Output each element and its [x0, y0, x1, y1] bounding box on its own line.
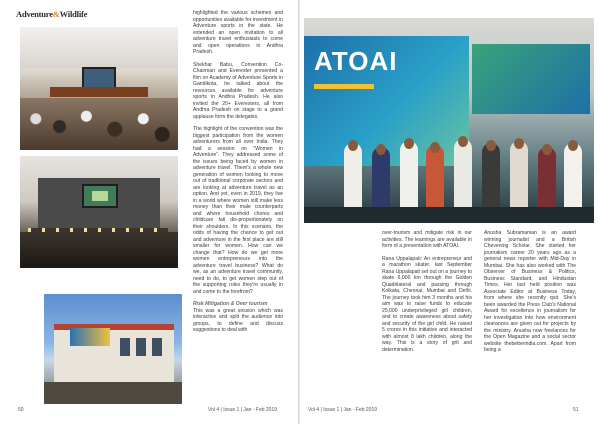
paragraph: Shekhar Babu, Convention Co-Chairman and Everester presented a film on Academy of Adventure Sports in Gandikota, he talked about the resources available for adventure sports in Andhra Pradesh. He also invited the 20+ Everesters, all from Andhra Pradesh on stage to a grand applause form the delegates. — [193, 61, 283, 120]
masthead-logo: Adventure&Wildlife — [16, 9, 88, 19]
conference-audience-photo — [20, 27, 178, 150]
right-page — [300, 0, 600, 424]
paragraph: The highlight of the convention was the biggest participation from the women adventurers from all over India. They had a session on "Women in Adventure". They addressed some of the issues being faced by women in adventure travel. There's a whole new generation of women looking to move out of traditional corporate sectors and are looking at adventure travel as an option. And yet, even in 2019, they live in a world where women still make less money than their male counterparts and where household chores and childcare fall dis-proportionately on their shoulders. In this scenario, the odds of having the chance to get out and adventure in the first place are still smaller for women. How can we change that? How do we get more women entrepreneurs into the adventure travel business? What do we, as an adventure travel community, need to do, to get women step out of the supporting roles they're usually in and come to the forefront? — [193, 126, 283, 295]
section-subhead: Risk Mitigation & Over tourism — [193, 301, 268, 307]
paragraph: This was a great session which was interactive and split the audience into groups, to define and discuss suggestions to deal with — [193, 307, 283, 333]
paragraph: Anusha Subramanian is an award winning journalist and a British Chevening Scholar. She started her journalism career 20 years ago as a general news reporter with Mid-Day in Mumbai. She has also worked with The Observer of Business & Politics, Business Standard, and Hindustan Times. Her last held position was Associate Editor at Business Today, from where she recently quit. She's been awarded the Press Club's National Award for excellence in journalism for her investigation into how environment clearances are given out for projects by the ministry. Anusha now freelances for the Open Magazine and a social sector website thebetterindia.com. Apart from being a — [484, 230, 576, 353]
page-number-left: 50 — [18, 407, 24, 413]
banner-text: ATOAI — [314, 46, 398, 76]
convention-stage-photo — [20, 156, 178, 268]
page-number-right: 51 — [573, 407, 579, 413]
article-column-left — [193, 10, 283, 340]
article-column-right-1 — [382, 230, 472, 359]
paragraph: over-tourism and mitigate risk in our activities. The learnings are available in form of a presentation with ATOAI. — [382, 230, 472, 249]
venue-building-photo — [44, 294, 182, 404]
group-on-stage-photo — [304, 18, 594, 223]
article-column-right-2 — [484, 230, 576, 360]
issue-line-right: Vol 4 | Issue 1 | Jan - Feb 2019 — [308, 407, 378, 413]
paragraph: Rana Uppalapati: An entrepreneur and a marathon skater, last September Rana Uppalapati set out on a journey to skate 6,000 km through the Golden Quadrilateral and passing through Kolkata, Chennai, Mumbai and Delhi. The journey took him 3 months and his aim was to raise funds to educate 25,000 underprivileged girl children, and to create awareness about safety and security of the girl child. He raised 5 crores in this initiative and interacted with almost 8 lakh children, along the way. This is a story of grit and determination. — [382, 255, 472, 353]
issue-line-left: Vol 4 | Issue 1 | Jan - Feb 2019 — [208, 407, 278, 413]
paragraph: highlighted the various schemes and opportunities available for investment in Adventure sports in the state. He extended an open invitation to all adventure travel enthusiasts to come and open operations in Andhra Pradesh. — [193, 10, 283, 55]
